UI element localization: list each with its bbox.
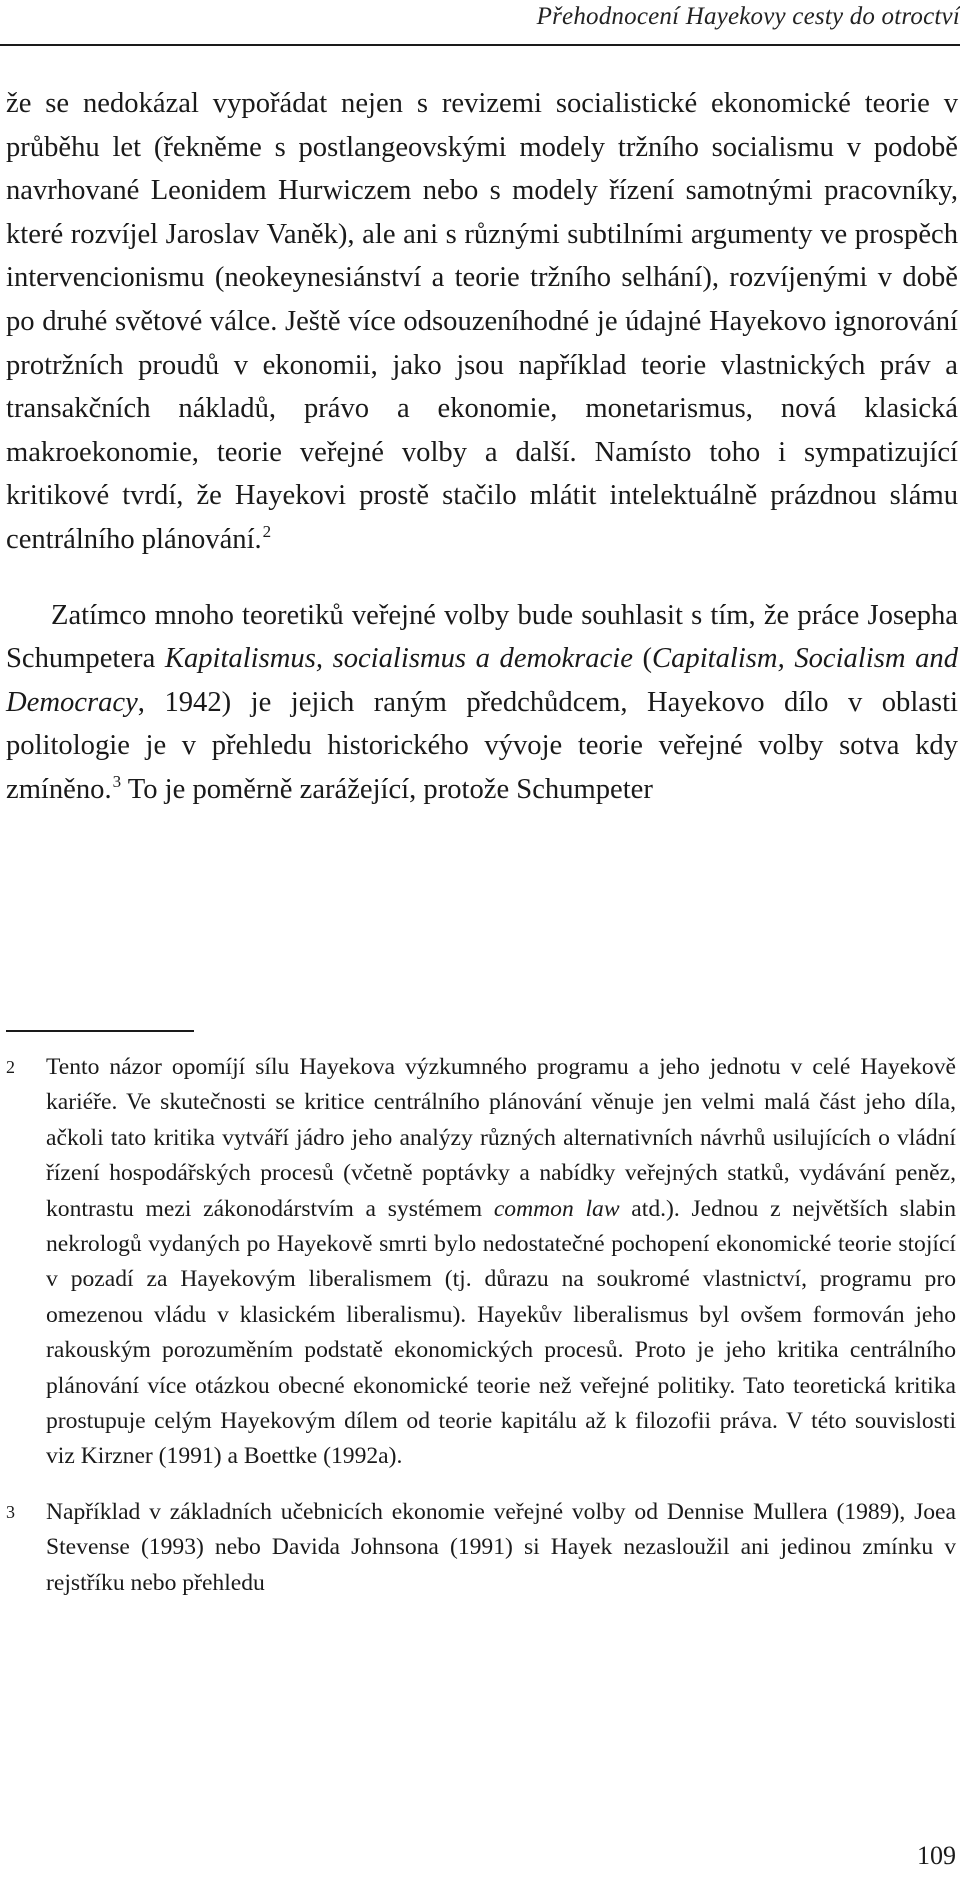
footnote-number: 3: [6, 1501, 15, 1522]
footnote-reference-3: 3: [112, 772, 122, 792]
paragraph-2-text-d: To je poměrně zarážející, protože Schumpeter: [121, 773, 653, 805]
page-number: 109: [917, 1841, 956, 1870]
footnote-2-italic-term: common law: [493, 1195, 620, 1222]
footnote-separator: [6, 1030, 194, 1032]
paragraph-1: [6, 82, 958, 562]
book-title-czech: Kapitalismus, socialismus a demokracie: [164, 643, 633, 675]
footnote-number: 2: [6, 1057, 15, 1077]
paragraph-1-text: že se nedokázal vypořádat nejen s revizemi socialistické ekonomické teorie v průběhu let (řekněme s postlangeovskými modely tržního socialismu v podobě navrhované Leonidem Hurwiczem nebo s modely řízení samotnými pracovníky, které rozvíjel Jaroslav Vaněk), ale ani s různými subtilními argumenty ve prospěch intervencionismu (neokeynesiánství a teorie tržního selhání), rozvíjenými v době po druhé světové válce. Ještě více odsouzeníhodné je údajné Hayekovo ignorování protržních proudů v ekonomii, jako jsou například teorie vlastnických práv a transakčních nákladů, právo a ekonomie, monetarismus, nová klasická makroekonomie, teorie veřejné volby a další. Namísto toho i sympatizující kritikové tvrdí, že Hayekovi prostě stačilo mlátit intelektuálně prázdnou slámu centrálního plánování.: [6, 88, 958, 555]
paragraph-2-text-c: , 1942) je jejich raným předchůdcem, Hayekovo dílo v oblasti politologie je v přehledu historického vývoje teorie veřejné volby sotva kdy zmíněno.: [6, 686, 958, 805]
paragraph-2-text-b: (: [632, 643, 653, 675]
footnote-2-text-a: Tento názor opomíjí sílu Hayekova výzkumného programu a jeho jednotu v celé Hayekově kariéře. Ve skutečnosti se kritice centrálního plánování věnuje jen velmi malá část jeho díla, ačkoli tato kritika vytváří jádro jeho analýzy různých alternativních návrhů usilujících o vládní řízení hospodářských procesů (včetně poptávky a nabídky veřejných statků, vydávání peněz, kontrastu mezi zákonodárstvím a systémem: [46, 1054, 956, 1222]
footnote-2: [6, 1050, 956, 1475]
book-title-english: Capitalism, Socialism and Democracy: [6, 643, 959, 718]
footnotes: [6, 1050, 956, 1601]
main-text: [6, 82, 958, 812]
header-rule: [0, 44, 960, 46]
footnote-reference-2: 2: [262, 522, 272, 542]
paragraph-2-text-a: Zatímco mnoho teoretiků veřejné volby bude souhlasit s tím, že práce Josepha Schumpetera: [6, 599, 958, 675]
paragraph-2: [6, 594, 958, 812]
footnote-3: [6, 1495, 956, 1601]
footnote-3-text: Například v základních učebnicích ekonomie veřejné volby od Dennise Mullera (1989), Joea Stevense (1993) nebo Davida Johnsona (1991) si Hayek nezasloužil ani jedinou zmínku v rejstříku nebo přehledu: [46, 1498, 956, 1596]
running-head-title: Přehodnocení Hayekovy cesty do otroctví: [536, 3, 960, 30]
footnote-2-text-b: atd.). Jednou z největších slabin nekrologů vydaných po Hayekově smrti bylo nedostatečné pochopení ekonomické teorie stojící v pozadí za Hayekovým liberalismem (tj. důrazu na soukromé vlastnictví, programu pro omezenou vládu v klasickém liberalismu). Hayekův liberalismus byl ovšem formován jeho rakouským porozuměním podstatě ekonomických procesů. Proto je jeho kritika centrálního plánování více otázkou obecné ekonomické teorie než veřejné politiky. Tato teoretická kritika prostupuje celým Hayekovým dílem od teorie kapitálu až k filozofii práva. V této souvislosti viz Kirzner (1991) a Boettke (1992a).: [46, 1195, 956, 1470]
